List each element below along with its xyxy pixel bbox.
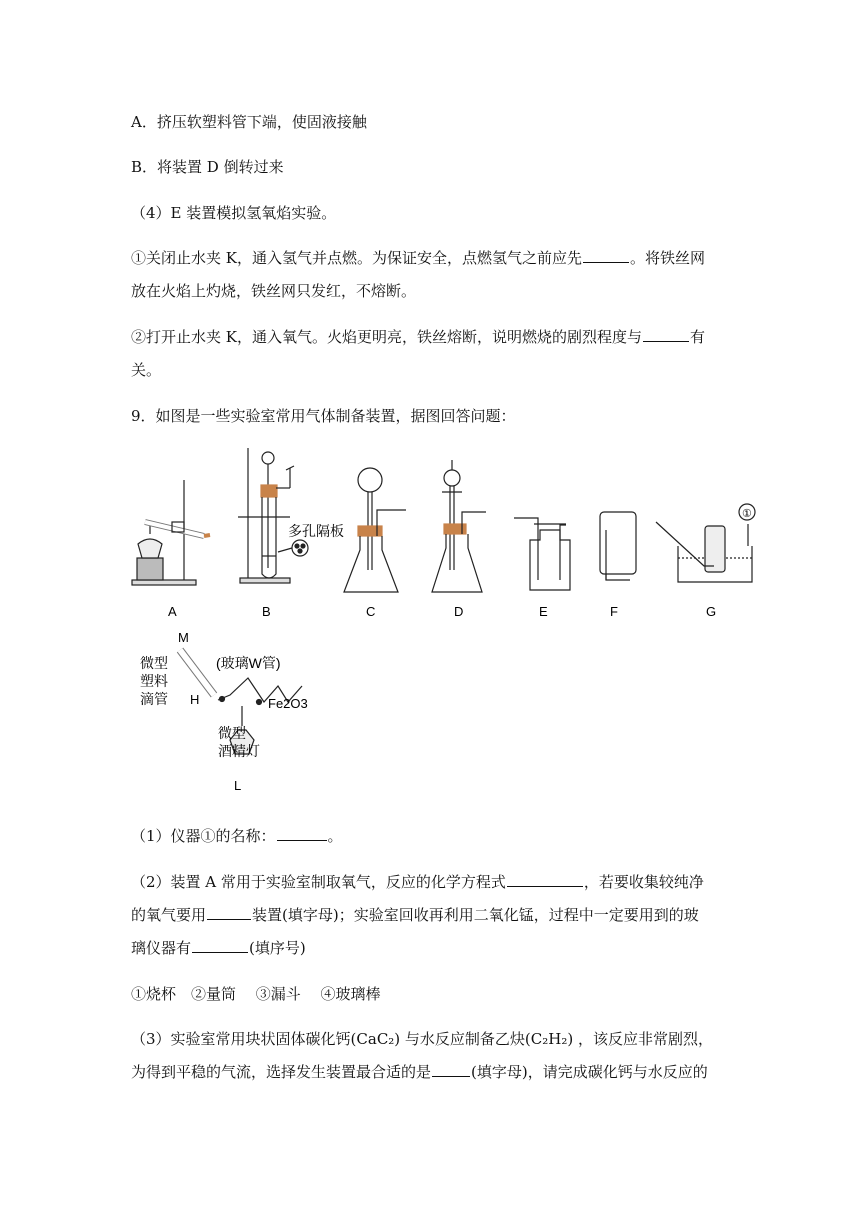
sub-question-3: （3）实验室常用块状固体碳化钙(CaC₂) 与水反应制备乙炔(C₂H₂) ，该反应非常剧烈， xyxy=(131,1030,713,1048)
label-m: M xyxy=(178,630,189,645)
apparatus-g xyxy=(656,504,755,582)
s3-text-end: (填字母)，请完成碳化钙与水反应的 xyxy=(471,1063,708,1081)
answer-blank[interactable] xyxy=(192,938,248,953)
lamp-label-2: 酒精灯 xyxy=(218,743,260,759)
sub-question-2-cont xyxy=(131,905,699,925)
question-4-1-cont: 放在火焰上灼烧，铁丝网只发红，不熔断。 xyxy=(131,282,417,300)
w-tube-label: (玻璃W管) xyxy=(216,655,281,671)
label-a: A xyxy=(168,604,177,619)
dropper-label-1: 微型 xyxy=(140,655,168,671)
question-4-2 xyxy=(131,327,705,347)
answer-blank[interactable] xyxy=(507,872,583,887)
question-4-1 xyxy=(131,248,705,268)
s2-text-c: 的氧气要用 xyxy=(131,906,207,924)
apparatus-b xyxy=(238,448,308,583)
dropper-label-2: 塑料 xyxy=(140,673,168,689)
answer-blank[interactable] xyxy=(207,905,251,920)
q4-2-text-end: 有 xyxy=(689,328,705,346)
label-d: D xyxy=(454,604,464,619)
q4-2-text: ②打开止水夹 K，通入氧气。火焰更明亮，铁丝熔断，说明燃烧的剧烈程度与 xyxy=(131,328,642,346)
label-l: L xyxy=(234,778,242,793)
s2-text-d: 装置(填字母)；实验室回收再利用二氧化锰，过程中一定要用到的玻 xyxy=(252,906,699,924)
sub-question-3-cont xyxy=(131,1062,708,1082)
apparatus-c xyxy=(344,468,406,592)
s2-text-e: 璃仪器有 xyxy=(131,939,192,957)
s2-text-mid: ，若要收集较纯净 xyxy=(583,873,704,891)
apparatus-figure xyxy=(130,440,770,800)
sub-question-2 xyxy=(131,872,704,892)
sub-question-2-cont2 xyxy=(131,938,306,958)
lamp-label-1: 微型 xyxy=(218,725,246,741)
s1-text-end: 。 xyxy=(327,827,343,845)
answer-blank[interactable] xyxy=(643,327,689,342)
apparatus-f xyxy=(600,512,636,580)
q4-1-text-end: 。将铁丝网 xyxy=(629,249,705,267)
answer-blank[interactable] xyxy=(277,826,327,841)
fe2o3-label: Fe2O3 xyxy=(268,696,308,711)
apparatus-d xyxy=(432,460,486,592)
label-c: C xyxy=(366,604,376,619)
option-b: B．将装置 D 倒转过来 xyxy=(131,158,284,176)
question-4-2-cont: 关。 xyxy=(131,361,162,379)
circle-one-label: ① xyxy=(742,508,752,520)
q4-1-text: ①关闭止水夹 K，通入氢气并点燃。为保证安全，点燃氢气之前应先 xyxy=(131,249,582,267)
s1-text: （1）仪器①的名称： xyxy=(131,827,276,845)
label-e: E xyxy=(539,604,548,619)
options-line: ①烧杯 ②量筒 ③漏斗 ④玻璃棒 xyxy=(131,985,381,1003)
option-a: A．挤压软塑料管下端，使固液接触 xyxy=(131,113,367,131)
label-f: F xyxy=(610,604,618,619)
apparatus-e xyxy=(514,518,570,590)
s3-text: 为得到平稳的气流，选择发生装置最合适的是 xyxy=(131,1063,432,1081)
s2-text: （2）装置 A 常用于实验室制取氧气，反应的化学方程式 xyxy=(131,873,506,891)
apparatus-a xyxy=(132,480,210,585)
label-h: H xyxy=(190,692,200,707)
question-9: 9．如图是一些实验室常用气体制备装置，据图回答问题： xyxy=(131,407,516,425)
dropper-label-3: 滴管 xyxy=(140,691,168,707)
label-g: G xyxy=(706,604,717,619)
label-b: B xyxy=(262,604,271,619)
porous-plate-label: 多孔隔板 xyxy=(288,523,344,539)
answer-blank[interactable] xyxy=(583,248,629,263)
s2-text-f: (填序号) xyxy=(249,939,306,957)
question-4: （4）E 装置模拟氢氧焰实验。 xyxy=(131,204,337,222)
sub-question-1 xyxy=(131,826,343,846)
answer-blank[interactable] xyxy=(432,1062,470,1077)
